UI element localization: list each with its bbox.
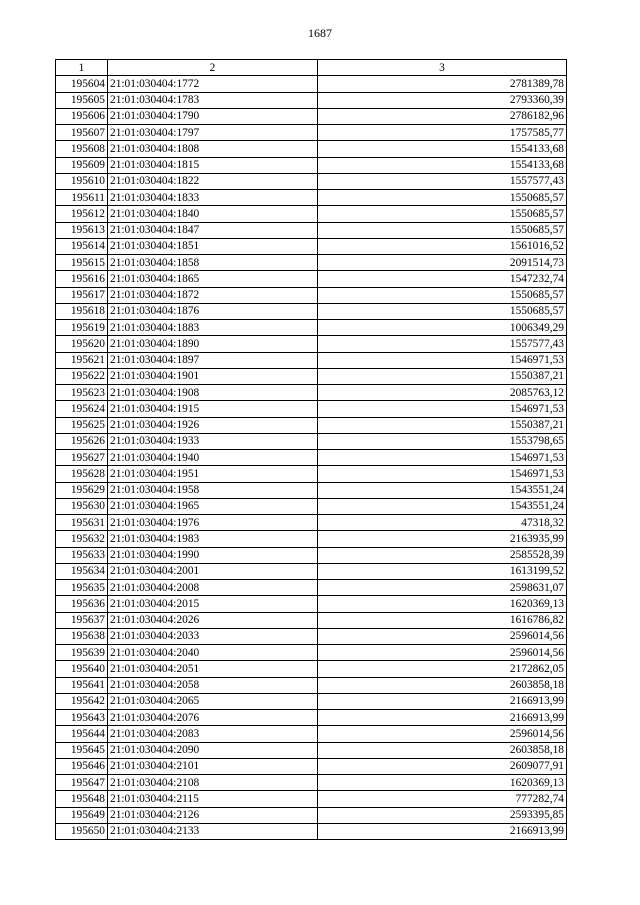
table-row [56, 303, 567, 319]
row-number-cell: 195616 [56, 271, 108, 287]
table-row [56, 482, 567, 498]
row-number-cell: 195633 [56, 547, 108, 563]
cadastral-number-cell: 21:01:030404:1833 [108, 190, 318, 206]
table-row [56, 466, 567, 482]
value-cell: 2166913,99 [318, 823, 567, 839]
cadastral-number-cell: 21:01:030404:2008 [108, 580, 318, 596]
table-row [56, 775, 567, 791]
value-cell: 2166913,99 [318, 693, 567, 709]
row-number-cell: 195606 [56, 108, 108, 124]
table-row [56, 612, 567, 628]
column-header-2: 2 [108, 60, 318, 76]
row-number-cell: 195628 [56, 466, 108, 482]
table-header-row [56, 60, 567, 76]
row-number-cell: 195619 [56, 320, 108, 336]
value-cell: 2596014,56 [318, 628, 567, 644]
table-row [56, 320, 567, 336]
cadastral-number-cell: 21:01:030404:1790 [108, 108, 318, 124]
row-number-cell: 195630 [56, 498, 108, 514]
table-row [56, 807, 567, 823]
row-number-cell: 195631 [56, 515, 108, 531]
table-row [56, 417, 567, 433]
row-number-cell: 195647 [56, 775, 108, 791]
value-cell: 1554133,68 [318, 157, 567, 173]
row-number-cell: 195641 [56, 677, 108, 693]
value-cell: 2596014,56 [318, 645, 567, 661]
cadastral-number-cell: 21:01:030404:1965 [108, 498, 318, 514]
table-row [56, 173, 567, 189]
table-row [56, 450, 567, 466]
value-cell: 1620369,13 [318, 775, 567, 791]
table-row [56, 758, 567, 774]
cadastral-number-cell: 21:01:030404:1890 [108, 336, 318, 352]
cadastral-number-cell: 21:01:030404:1797 [108, 125, 318, 141]
value-cell: 1543551,24 [318, 482, 567, 498]
page-number: 1687 [308, 26, 332, 40]
value-cell: 1546971,53 [318, 401, 567, 417]
cadastral-number-cell: 21:01:030404:2051 [108, 661, 318, 677]
cadastral-number-cell: 21:01:030404:2108 [108, 775, 318, 791]
row-number-cell: 195632 [56, 531, 108, 547]
table-row [56, 222, 567, 238]
value-cell: 1557577,43 [318, 336, 567, 352]
cadastral-number-cell: 21:01:030404:2001 [108, 563, 318, 579]
row-number-cell: 195638 [56, 628, 108, 644]
cadastral-number-cell: 21:01:030404:1915 [108, 401, 318, 417]
table-row [56, 368, 567, 384]
row-number-cell: 195636 [56, 596, 108, 612]
cadastral-number-cell: 21:01:030404:1865 [108, 271, 318, 287]
table-row [56, 531, 567, 547]
row-number-cell: 195625 [56, 417, 108, 433]
cadastral-number-cell: 21:01:030404:1840 [108, 206, 318, 222]
row-number-cell: 195605 [56, 92, 108, 108]
column-header-1: 1 [56, 60, 108, 76]
table-row [56, 190, 567, 206]
row-number-cell: 195643 [56, 710, 108, 726]
value-cell: 2793360,39 [318, 92, 567, 108]
value-cell: 2603858,18 [318, 677, 567, 693]
table-row [56, 661, 567, 677]
table-row [56, 645, 567, 661]
table-row [56, 742, 567, 758]
table-row [56, 498, 567, 514]
value-cell: 1550387,21 [318, 368, 567, 384]
row-number-cell: 195615 [56, 255, 108, 271]
value-cell: 1561016,52 [318, 238, 567, 254]
cadastral-number-cell: 21:01:030404:1926 [108, 417, 318, 433]
row-number-cell: 195604 [56, 76, 108, 92]
value-cell: 1553798,65 [318, 433, 567, 449]
row-number-cell: 195635 [56, 580, 108, 596]
row-number-cell: 195614 [56, 238, 108, 254]
row-number-cell: 195648 [56, 791, 108, 807]
row-number-cell: 195620 [56, 336, 108, 352]
value-cell: 2609077,91 [318, 758, 567, 774]
row-number-cell: 195634 [56, 563, 108, 579]
table-row [56, 580, 567, 596]
table-row [56, 726, 567, 742]
cadastral-number-cell: 21:01:030404:1983 [108, 531, 318, 547]
table-row [56, 238, 567, 254]
row-number-cell: 195626 [56, 433, 108, 449]
cadastral-number-cell: 21:01:030404:2076 [108, 710, 318, 726]
value-cell: 2786182,96 [318, 108, 567, 124]
table-row [56, 515, 567, 531]
row-number-cell: 195637 [56, 612, 108, 628]
cadastral-number-cell: 21:01:030404:2065 [108, 693, 318, 709]
data-table [55, 59, 567, 840]
table-row [56, 563, 567, 579]
row-number-cell: 195646 [56, 758, 108, 774]
cadastral-number-cell: 21:01:030404:2026 [108, 612, 318, 628]
row-number-cell: 195639 [56, 645, 108, 661]
cadastral-number-cell: 21:01:030404:1808 [108, 141, 318, 157]
cadastral-number-cell: 21:01:030404:1951 [108, 466, 318, 482]
value-cell: 777282,74 [318, 791, 567, 807]
table-row [56, 336, 567, 352]
cadastral-number-cell: 21:01:030404:2133 [108, 823, 318, 839]
table-row [56, 401, 567, 417]
cadastral-number-cell: 21:01:030404:1908 [108, 385, 318, 401]
table-row [56, 352, 567, 368]
column-header-3: 3 [318, 60, 567, 76]
row-number-cell: 195640 [56, 661, 108, 677]
cadastral-number-cell: 21:01:030404:2015 [108, 596, 318, 612]
cadastral-number-cell: 21:01:030404:1876 [108, 303, 318, 319]
row-number-cell: 195622 [56, 368, 108, 384]
value-cell: 1550685,57 [318, 206, 567, 222]
table-row [56, 433, 567, 449]
table-row [56, 596, 567, 612]
value-cell: 1550685,57 [318, 287, 567, 303]
cadastral-number-cell: 21:01:030404:2101 [108, 758, 318, 774]
cadastral-number-cell: 21:01:030404:2083 [108, 726, 318, 742]
value-cell: 1550685,57 [318, 222, 567, 238]
cadastral-number-cell: 21:01:030404:2126 [108, 807, 318, 823]
table-row [56, 76, 567, 92]
row-number-cell: 195611 [56, 190, 108, 206]
row-number-cell: 195621 [56, 352, 108, 368]
cadastral-number-cell: 21:01:030404:2033 [108, 628, 318, 644]
table-row [56, 693, 567, 709]
value-cell: 1543551,24 [318, 498, 567, 514]
cadastral-number-cell: 21:01:030404:1940 [108, 450, 318, 466]
value-cell: 2603858,18 [318, 742, 567, 758]
value-cell: 2085763,12 [318, 385, 567, 401]
table-row [56, 125, 567, 141]
row-number-cell: 195610 [56, 173, 108, 189]
value-cell: 1546971,53 [318, 466, 567, 482]
row-number-cell: 195645 [56, 742, 108, 758]
cadastral-number-cell: 21:01:030404:1897 [108, 352, 318, 368]
cadastral-number-cell: 21:01:030404:1815 [108, 157, 318, 173]
row-number-cell: 195650 [56, 823, 108, 839]
cadastral-number-cell: 21:01:030404:1958 [108, 482, 318, 498]
row-number-cell: 195609 [56, 157, 108, 173]
table-row [56, 92, 567, 108]
cadastral-number-cell: 21:01:030404:1976 [108, 515, 318, 531]
cadastral-number-cell: 21:01:030404:1933 [108, 433, 318, 449]
value-cell: 1757585,77 [318, 125, 567, 141]
table-row [56, 206, 567, 222]
cadastral-number-cell: 21:01:030404:1872 [108, 287, 318, 303]
cadastral-number-cell: 21:01:030404:1822 [108, 173, 318, 189]
value-cell: 1550685,57 [318, 190, 567, 206]
table-row [56, 710, 567, 726]
row-number-cell: 195629 [56, 482, 108, 498]
value-cell: 2091514,73 [318, 255, 567, 271]
row-number-cell: 195649 [56, 807, 108, 823]
value-cell: 1550685,57 [318, 303, 567, 319]
table-row [56, 677, 567, 693]
cadastral-number-cell: 21:01:030404:1851 [108, 238, 318, 254]
cadastral-number-cell: 21:01:030404:1883 [108, 320, 318, 336]
value-cell: 2596014,56 [318, 726, 567, 742]
value-cell: 2172862,05 [318, 661, 567, 677]
table-row [56, 287, 567, 303]
value-cell: 2593395,85 [318, 807, 567, 823]
value-cell: 1546971,53 [318, 352, 567, 368]
cadastral-number-cell: 21:01:030404:2040 [108, 645, 318, 661]
value-cell: 1613199,52 [318, 563, 567, 579]
row-number-cell: 195613 [56, 222, 108, 238]
value-cell: 2781389,78 [318, 76, 567, 92]
value-cell: 1620369,13 [318, 596, 567, 612]
value-cell: 1550387,21 [318, 417, 567, 433]
row-number-cell: 195623 [56, 385, 108, 401]
cadastral-number-cell: 21:01:030404:2090 [108, 742, 318, 758]
value-cell: 1557577,43 [318, 173, 567, 189]
value-cell: 1554133,68 [318, 141, 567, 157]
table-row [56, 157, 567, 173]
cadastral-number-cell: 21:01:030404:1847 [108, 222, 318, 238]
table-row [56, 141, 567, 157]
value-cell: 2166913,99 [318, 710, 567, 726]
row-number-cell: 195612 [56, 206, 108, 222]
table-row [56, 271, 567, 287]
cadastral-number-cell: 21:01:030404:1772 [108, 76, 318, 92]
table-row [56, 547, 567, 563]
table-row [56, 823, 567, 839]
cadastral-number-cell: 21:01:030404:1990 [108, 547, 318, 563]
value-cell: 2163935,99 [318, 531, 567, 547]
row-number-cell: 195618 [56, 303, 108, 319]
cadastral-number-cell: 21:01:030404:1901 [108, 368, 318, 384]
value-cell: 1546971,53 [318, 450, 567, 466]
cadastral-number-cell: 21:01:030404:2058 [108, 677, 318, 693]
row-number-cell: 195617 [56, 287, 108, 303]
table-row [56, 255, 567, 271]
value-cell: 2598631,07 [318, 580, 567, 596]
value-cell: 1547232,74 [318, 271, 567, 287]
value-cell: 1006349,29 [318, 320, 567, 336]
row-number-cell: 195642 [56, 693, 108, 709]
row-number-cell: 195607 [56, 125, 108, 141]
table-body [56, 76, 567, 840]
cadastral-number-cell: 21:01:030404:2115 [108, 791, 318, 807]
row-number-cell: 195608 [56, 141, 108, 157]
table-row [56, 108, 567, 124]
value-cell: 2585528,39 [318, 547, 567, 563]
value-cell: 47318,32 [318, 515, 567, 531]
cadastral-number-cell: 21:01:030404:1783 [108, 92, 318, 108]
table-row [56, 628, 567, 644]
table-row [56, 385, 567, 401]
table-row [56, 791, 567, 807]
row-number-cell: 195644 [56, 726, 108, 742]
value-cell: 1616786,82 [318, 612, 567, 628]
row-number-cell: 195624 [56, 401, 108, 417]
cadastral-number-cell: 21:01:030404:1858 [108, 255, 318, 271]
row-number-cell: 195627 [56, 450, 108, 466]
